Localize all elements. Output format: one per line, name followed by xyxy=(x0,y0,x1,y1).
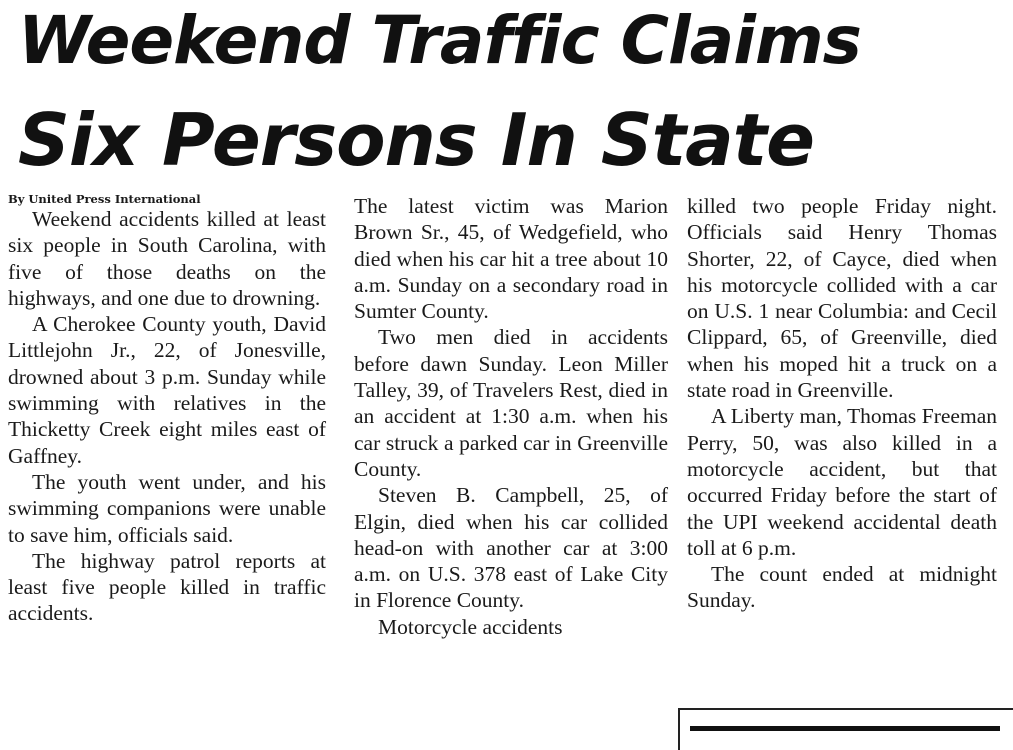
paragraph: The latest victim was Marion Brown Sr., 45, of Wedgefield, who died when his car hit a tree about 10 a.m. Sunday on a secondary road in Sumter County. xyxy=(354,194,668,324)
paragraph: Steven B. Campbell, 25, of Elgin, died when his car collided head-on with another car at 3:00 a.m. on U.S. 378 east of Lake City in Florence County. xyxy=(354,483,668,613)
paragraph: A Liberty man, Thomas Freeman Perry, 50, was also killed in a motorcycle accident, but that occurred Friday before the start of the UPI weekend accidental death toll at 6 p.m. xyxy=(687,404,997,560)
paragraph: Two men died in accidents before dawn Sunday. Leon Miller Talley, 39, of Travelers Rest, died in an accident at 1:30 a.m. when his car struck a parked car in Greenville County. xyxy=(354,325,668,481)
article-column-1 xyxy=(8,192,326,627)
article-column-3 xyxy=(687,193,997,614)
byline: By United Press International xyxy=(8,192,201,206)
paragraph: The youth went under, and his swimming companions were unable to save him, officials said. xyxy=(8,469,326,547)
headline-line-1: Weekend Traffic Claims xyxy=(18,2,861,79)
paragraph: A Cherokee County youth, David Littlejohn Jr., 22, of Jonesville, drowned about 3 p.m. Sunday while swimming with relatives in the Thicketty Creek eight miles east of Gaffney. xyxy=(8,312,326,468)
paragraph: Motorcycle accidents xyxy=(378,614,563,639)
adjacent-article-border xyxy=(678,708,1013,750)
divider-rule xyxy=(690,726,1000,731)
paragraph: The count ended at midnight Sunday. xyxy=(687,562,997,613)
paragraph: killed two people Friday night. Officials said Henry Thomas Shorter, 22, of Cayce, died when his motorcycle collided with a car on U.S. 1 near Columbia: and Cecil Clippard, 65, of Greenville, died when his moped hit a truck on a state road in Greenville. xyxy=(687,194,997,403)
paragraph: Weekend accidents killed at least six people in South Carolina, with five of those deaths on the highways, and one due to drowning. xyxy=(8,207,326,310)
article-column-2 xyxy=(354,193,668,640)
paragraph: The highway patrol reports at least five people killed in traffic accidents. xyxy=(8,548,326,626)
headline-line-2: Six Persons In State xyxy=(18,98,814,182)
